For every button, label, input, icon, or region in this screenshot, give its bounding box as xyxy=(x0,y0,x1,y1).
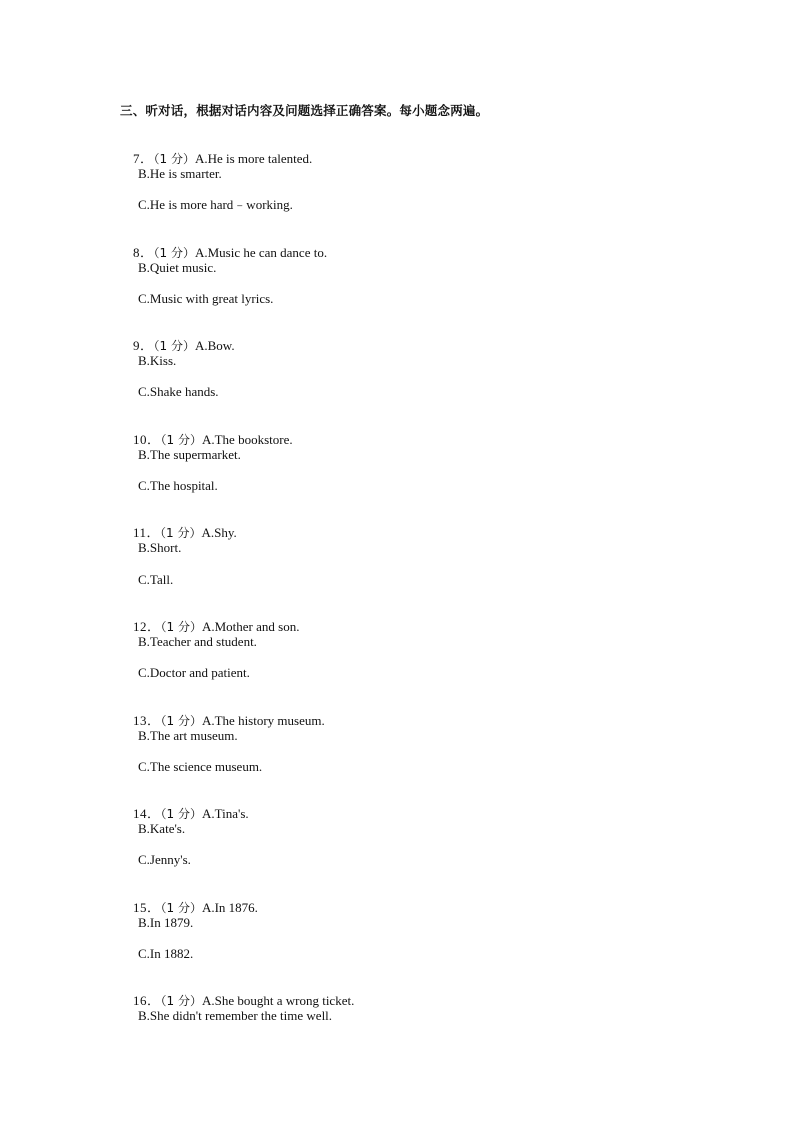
option-c: C.In 1882. xyxy=(138,946,194,961)
question-score: （1 分） xyxy=(160,526,202,540)
option-b: B.He is smarter. xyxy=(138,166,222,181)
option-b: B.She didn't remember the time well. xyxy=(138,1008,333,1023)
question-number: 15． xyxy=(133,900,161,915)
question-score: （1 分） xyxy=(160,994,202,1008)
option-a: A.The bookstore. xyxy=(201,432,293,447)
question-number: 8． xyxy=(133,245,154,260)
question-score: （1 分） xyxy=(160,714,202,728)
question-score: （1 分） xyxy=(153,339,195,353)
question-number: 14． xyxy=(133,806,161,821)
option-c: C.The hospital. xyxy=(138,478,218,493)
question-number: 9． xyxy=(133,338,154,353)
option-c: C.He is more hard﹣working. xyxy=(138,197,293,212)
option-a: A.In 1876. xyxy=(201,900,258,915)
question-number: 7． xyxy=(133,151,154,166)
option-a: A.Mother and son. xyxy=(201,619,300,634)
option-c: C.Music with great lyrics. xyxy=(138,291,274,306)
question-number: 11． xyxy=(133,525,161,540)
option-b: B.Teacher and student. xyxy=(138,634,257,649)
option-a: A.Shy. xyxy=(201,525,237,540)
option-b: B.Kiss. xyxy=(138,353,177,368)
option-b: B.Short. xyxy=(138,540,182,555)
question-number: 12． xyxy=(133,619,161,634)
question-score: （1 分） xyxy=(160,807,202,821)
option-b: B.Kate's. xyxy=(138,821,186,836)
question-number: 10． xyxy=(133,432,161,447)
option-a: A.Bow. xyxy=(194,338,235,353)
option-c: C.Jenny's. xyxy=(138,852,191,867)
section-title: 三、听对话，根据对话内容及问题选择正确答案。每小题念两遍。 xyxy=(120,103,489,118)
option-c: C.Shake hands. xyxy=(138,384,219,399)
option-c: C.Doctor and patient. xyxy=(138,665,250,680)
option-a: A.The history museum. xyxy=(201,713,325,728)
option-b: B.The supermarket. xyxy=(138,447,241,462)
question-score: （1 分） xyxy=(160,620,202,634)
question-number: 13． xyxy=(133,713,161,728)
option-c: C.The science museum. xyxy=(138,759,263,774)
question-score: （1 分） xyxy=(153,246,195,260)
question-number: 16． xyxy=(133,993,161,1008)
option-b: B.The art museum. xyxy=(138,728,238,743)
option-c: C.Tall. xyxy=(138,572,174,587)
question-score: （1 分） xyxy=(153,152,195,166)
option-a: A.Tina's. xyxy=(201,806,249,821)
question-score: （1 分） xyxy=(160,901,202,915)
question-score: （1 分） xyxy=(160,433,202,447)
option-b: B.In 1879. xyxy=(138,915,194,930)
option-a: A.He is more talented. xyxy=(194,151,313,166)
option-a: A.Music he can dance to. xyxy=(194,245,328,260)
option-b: B.Quiet music. xyxy=(138,260,217,275)
option-a: A.She bought a wrong ticket. xyxy=(201,993,355,1008)
